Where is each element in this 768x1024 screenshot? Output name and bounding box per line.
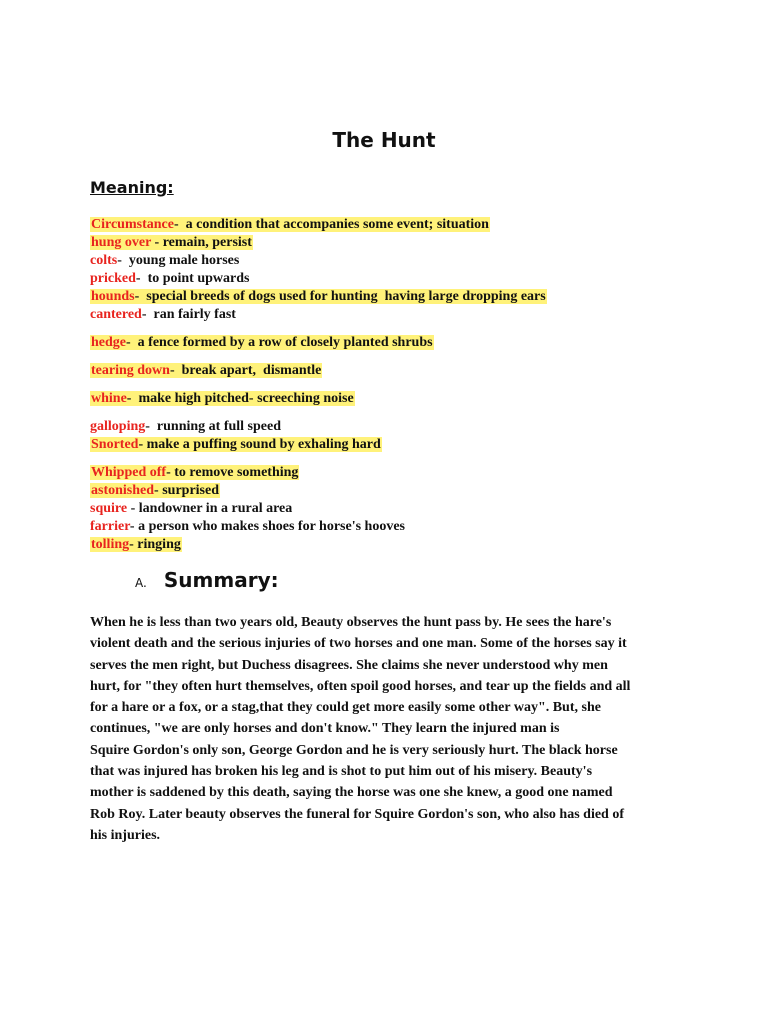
vocab-separator: - — [127, 501, 139, 516]
vocab-definition: running at full speed — [156, 419, 282, 434]
vocab-group — [90, 418, 690, 454]
vocab-definition: special breeds of dogs used for hunting having large dropping ears — [146, 289, 546, 304]
vocab-entry — [90, 500, 690, 518]
vocab-separator: - — [141, 307, 154, 322]
vocab-separator: - — [126, 391, 139, 406]
vocab-term: colts — [90, 253, 118, 268]
vocab-separator: - — [166, 465, 175, 480]
summary-line: violent death and the serious injuries of two horses and one man. Some of the horses say it — [90, 636, 627, 652]
summary-line: that was injured has broken his leg and is shot to put him out of his misery. Beauty's — [90, 764, 593, 780]
summary-line: Rob Roy. Later beauty observes the funeral for Squire Gordon's son, who also has died of — [90, 806, 624, 822]
vocab-definition: to point upwards — [147, 271, 250, 286]
vocab-definition: a condition that accompanies some event; situation — [185, 217, 489, 232]
summary-list-marker: A. — [135, 576, 147, 590]
vocab-definition: remain, persist — [162, 235, 252, 250]
vocab-entry — [90, 288, 690, 306]
vocab-term: tolling — [91, 537, 130, 552]
summary-line: continues, "we are only horses and don't know." They learn the injured man is — [90, 721, 560, 737]
vocab-separator: - — [169, 363, 182, 378]
vocab-term: pricked — [90, 271, 136, 286]
vocab-entry — [90, 390, 690, 408]
vocab-entry — [90, 252, 690, 270]
vocab-group — [90, 334, 690, 352]
vocab-term: hounds — [91, 289, 135, 304]
vocab-term: Snorted — [91, 437, 139, 452]
vocab-term: hedge — [91, 335, 126, 350]
vocab-entry — [90, 234, 690, 252]
summary-heading-label: Summary: — [163, 568, 279, 592]
vocab-term: tearing down — [91, 363, 170, 378]
meaning-heading: Meaning: — [90, 178, 174, 197]
vocab-group — [90, 464, 690, 554]
vocab-entry — [90, 418, 690, 436]
vocab-entry — [90, 362, 690, 380]
vocab-separator: - — [134, 289, 147, 304]
vocab-term: farrier — [90, 519, 130, 534]
vocab-separator: - — [154, 483, 163, 498]
vocab-separator: - — [135, 271, 148, 286]
vocab-entry — [90, 536, 690, 554]
summary-heading — [135, 568, 279, 592]
vocab-term: Circumstance — [91, 217, 174, 232]
vocab-definition: a fence formed by a row of closely planted shrubs — [137, 335, 433, 350]
summary-paragraph — [90, 612, 690, 846]
vocab-entry — [90, 270, 690, 288]
summary-line: When he is less than two years old, Beauty observes the hunt pass by. He sees the hare's — [90, 615, 612, 630]
vocab-separator: - — [129, 537, 138, 552]
vocab-definition: young male horses — [128, 253, 240, 268]
summary-line: for a hare or a fox, or a stag,that they could get more easily some other way". But, she — [90, 700, 601, 716]
vocab-term: whine — [91, 391, 127, 406]
vocabulary-list — [90, 216, 690, 564]
vocab-definition: ringing — [137, 537, 181, 552]
vocab-term: galloping — [90, 419, 146, 434]
vocab-term: Whipped off — [91, 465, 167, 480]
summary-line: his injuries. — [90, 827, 161, 843]
vocab-separator: - — [117, 253, 129, 268]
vocab-entry — [90, 436, 690, 454]
summary-line: Squire Gordon's only son, George Gordon and he is very seriously hurt. The black horse — [90, 742, 618, 758]
vocab-term: cantered — [90, 307, 142, 322]
summary-line: serves the men right, but Duchess disagrees. She claims she never understood why men — [90, 657, 608, 673]
summary-line: hurt, for "they often hurt themselves, often spoil good horses, and tear up the fields and all — [90, 678, 631, 694]
vocab-separator: - — [129, 519, 139, 534]
vocab-definition: ran fairly fast — [153, 307, 236, 322]
vocab-term: astonished — [91, 483, 155, 498]
vocab-definition: landowner in a rural area — [138, 501, 293, 516]
vocab-separator: - — [126, 335, 138, 350]
vocab-definition: to remove something — [174, 465, 299, 480]
vocab-definition: a person who makes shoes for horse's hooves — [138, 519, 405, 534]
vocab-entry — [90, 216, 690, 234]
vocab-separator: - — [151, 235, 163, 250]
vocab-definition: make high pitched- screeching noise — [138, 391, 354, 406]
vocab-term: hung over — [91, 235, 152, 250]
vocab-definition: break apart, dismantle — [181, 363, 322, 378]
vocab-group — [90, 216, 690, 324]
vocab-entry — [90, 334, 690, 352]
vocab-separator: - — [145, 419, 157, 434]
page-title: The Hunt — [332, 128, 436, 152]
summary-line: mother is saddened by this death, saying the horse was one she knew, a good one named — [90, 785, 613, 801]
vocab-separator: - — [138, 437, 147, 452]
vocab-term: squire — [90, 501, 128, 516]
vocab-definition: surprised — [162, 483, 219, 498]
vocab-entry — [90, 306, 690, 324]
vocab-entry — [90, 482, 690, 500]
vocab-group — [90, 390, 690, 408]
vocab-entry — [90, 518, 690, 536]
vocab-definition: make a puffing sound by exhaling hard — [146, 437, 381, 452]
vocab-separator: - — [173, 217, 186, 232]
vocab-group — [90, 362, 690, 380]
vocab-entry — [90, 464, 690, 482]
